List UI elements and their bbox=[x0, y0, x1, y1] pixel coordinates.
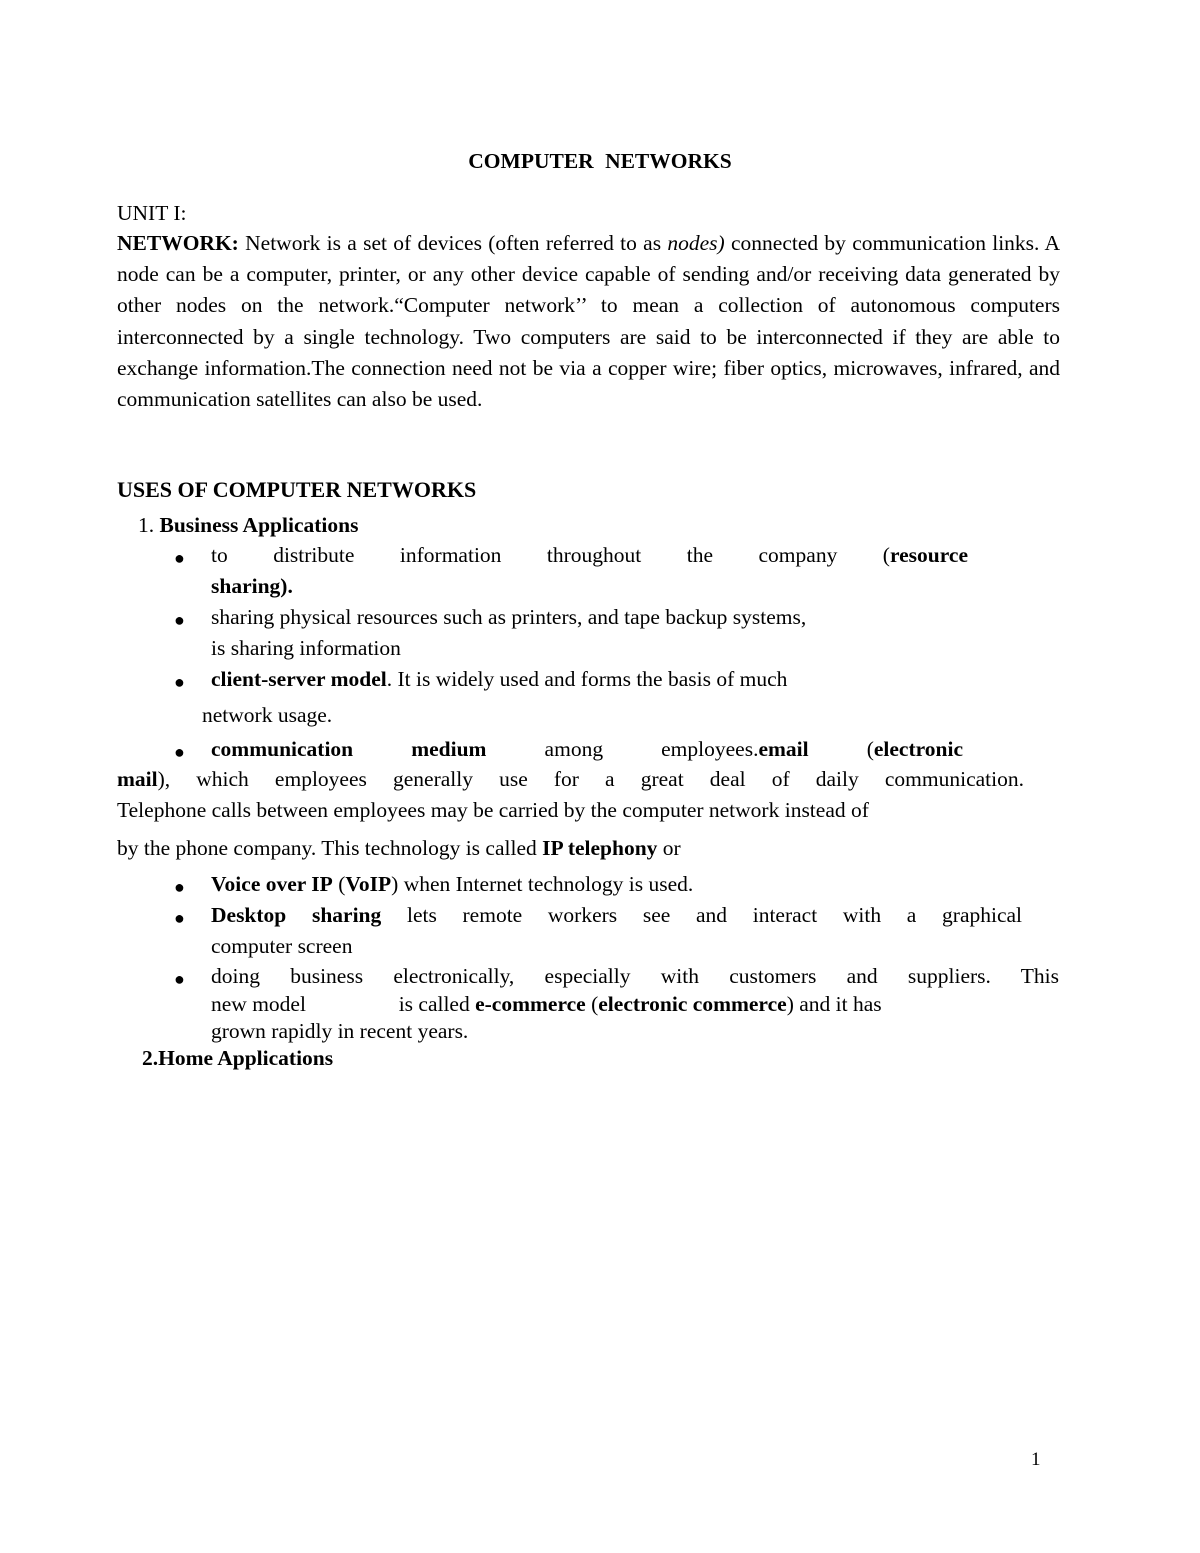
bullet-e-commerce-line2: new model is called e-commerce (electronic commerce) and it has bbox=[211, 992, 882, 1016]
bullet-e-commerce-line3: grown rapidly in recent years. bbox=[211, 1019, 469, 1043]
bullet-icon: ● bbox=[174, 908, 185, 928]
network-definition-paragraph bbox=[117, 228, 1060, 415]
bullet-icon: ● bbox=[174, 969, 185, 989]
page-number: 1 bbox=[1031, 1449, 1041, 1470]
bullet-communication-medium-line3: Telephone calls between employees may be carried by the computer network instead of bbox=[117, 798, 869, 822]
bullet-client-server-line1: client-server model. It is widely used and forms the basis of much bbox=[211, 667, 788, 691]
network-text-part2: connected by communication links. A node can be a computer, printer, or any other device capable of sending and/or receiving data generated by other nodes on the network.“Computer network’’ to mean a collection of autonomous computers interconnected by a single technology. Two computers are said to be interconnected if they are able to exchange information.The connection need not be via a copper wire; fiber optics, microwaves, infrared, and communication satellites can also be used. bbox=[117, 231, 1061, 412]
section-label: Business Applications bbox=[159, 513, 359, 537]
unit-label: UNIT I: bbox=[117, 201, 187, 225]
bullet-communication-medium-line2: mail), which employees generally use for a great deal of daily communication. bbox=[117, 767, 1024, 791]
section-label: Home Applications bbox=[158, 1046, 334, 1070]
bullet-icon: ● bbox=[174, 742, 185, 762]
network-term: NETWORK: bbox=[117, 231, 239, 255]
bullet-icon: ● bbox=[174, 877, 185, 897]
section-number: 1. bbox=[138, 513, 155, 537]
bullet-voip: Voice over IP (VoIP) when Internet technology is used. bbox=[211, 872, 694, 896]
bullet-client-server-line2: network usage. bbox=[202, 703, 333, 727]
section-number: 2. bbox=[142, 1046, 159, 1070]
bullet-physical-resources-line1: sharing physical resources such as printers, and tape backup systems, bbox=[211, 605, 807, 629]
bullet-communication-medium-line4: by the phone company. This technology is called IP telephony or bbox=[117, 836, 681, 860]
bullet-desktop-sharing-line1: Desktop sharing lets remote workers see and interact with a graphical bbox=[211, 903, 1023, 927]
bullet-resource-sharing-line1: to distribute information throughout the company (resource bbox=[211, 543, 968, 567]
bullet-icon: ● bbox=[174, 548, 185, 568]
bullet-e-commerce-line1: doing business electronically, especially with customers and suppliers. This bbox=[211, 964, 1059, 988]
bullet-desktop-sharing-line2: computer screen bbox=[211, 934, 353, 958]
network-text-part1: Network is a set of devices (often referred to as bbox=[245, 231, 662, 255]
uses-heading: USES OF COMPUTER NETWORKS bbox=[117, 477, 477, 502]
bullet-resource-sharing-line2: sharing). bbox=[211, 574, 293, 598]
bullet-icon: ● bbox=[174, 610, 185, 630]
bullet-physical-resources-line2: is sharing information bbox=[211, 636, 401, 660]
bullet-communication-medium-line1: communication medium among employees.email (electronic bbox=[211, 737, 964, 761]
nodes-term: nodes) bbox=[667, 231, 725, 255]
section-home-applications bbox=[142, 1046, 333, 1071]
section-business-applications bbox=[138, 513, 358, 538]
bullet-icon: ● bbox=[174, 672, 185, 692]
document-title: COMPUTER NETWORKS bbox=[468, 149, 732, 173]
